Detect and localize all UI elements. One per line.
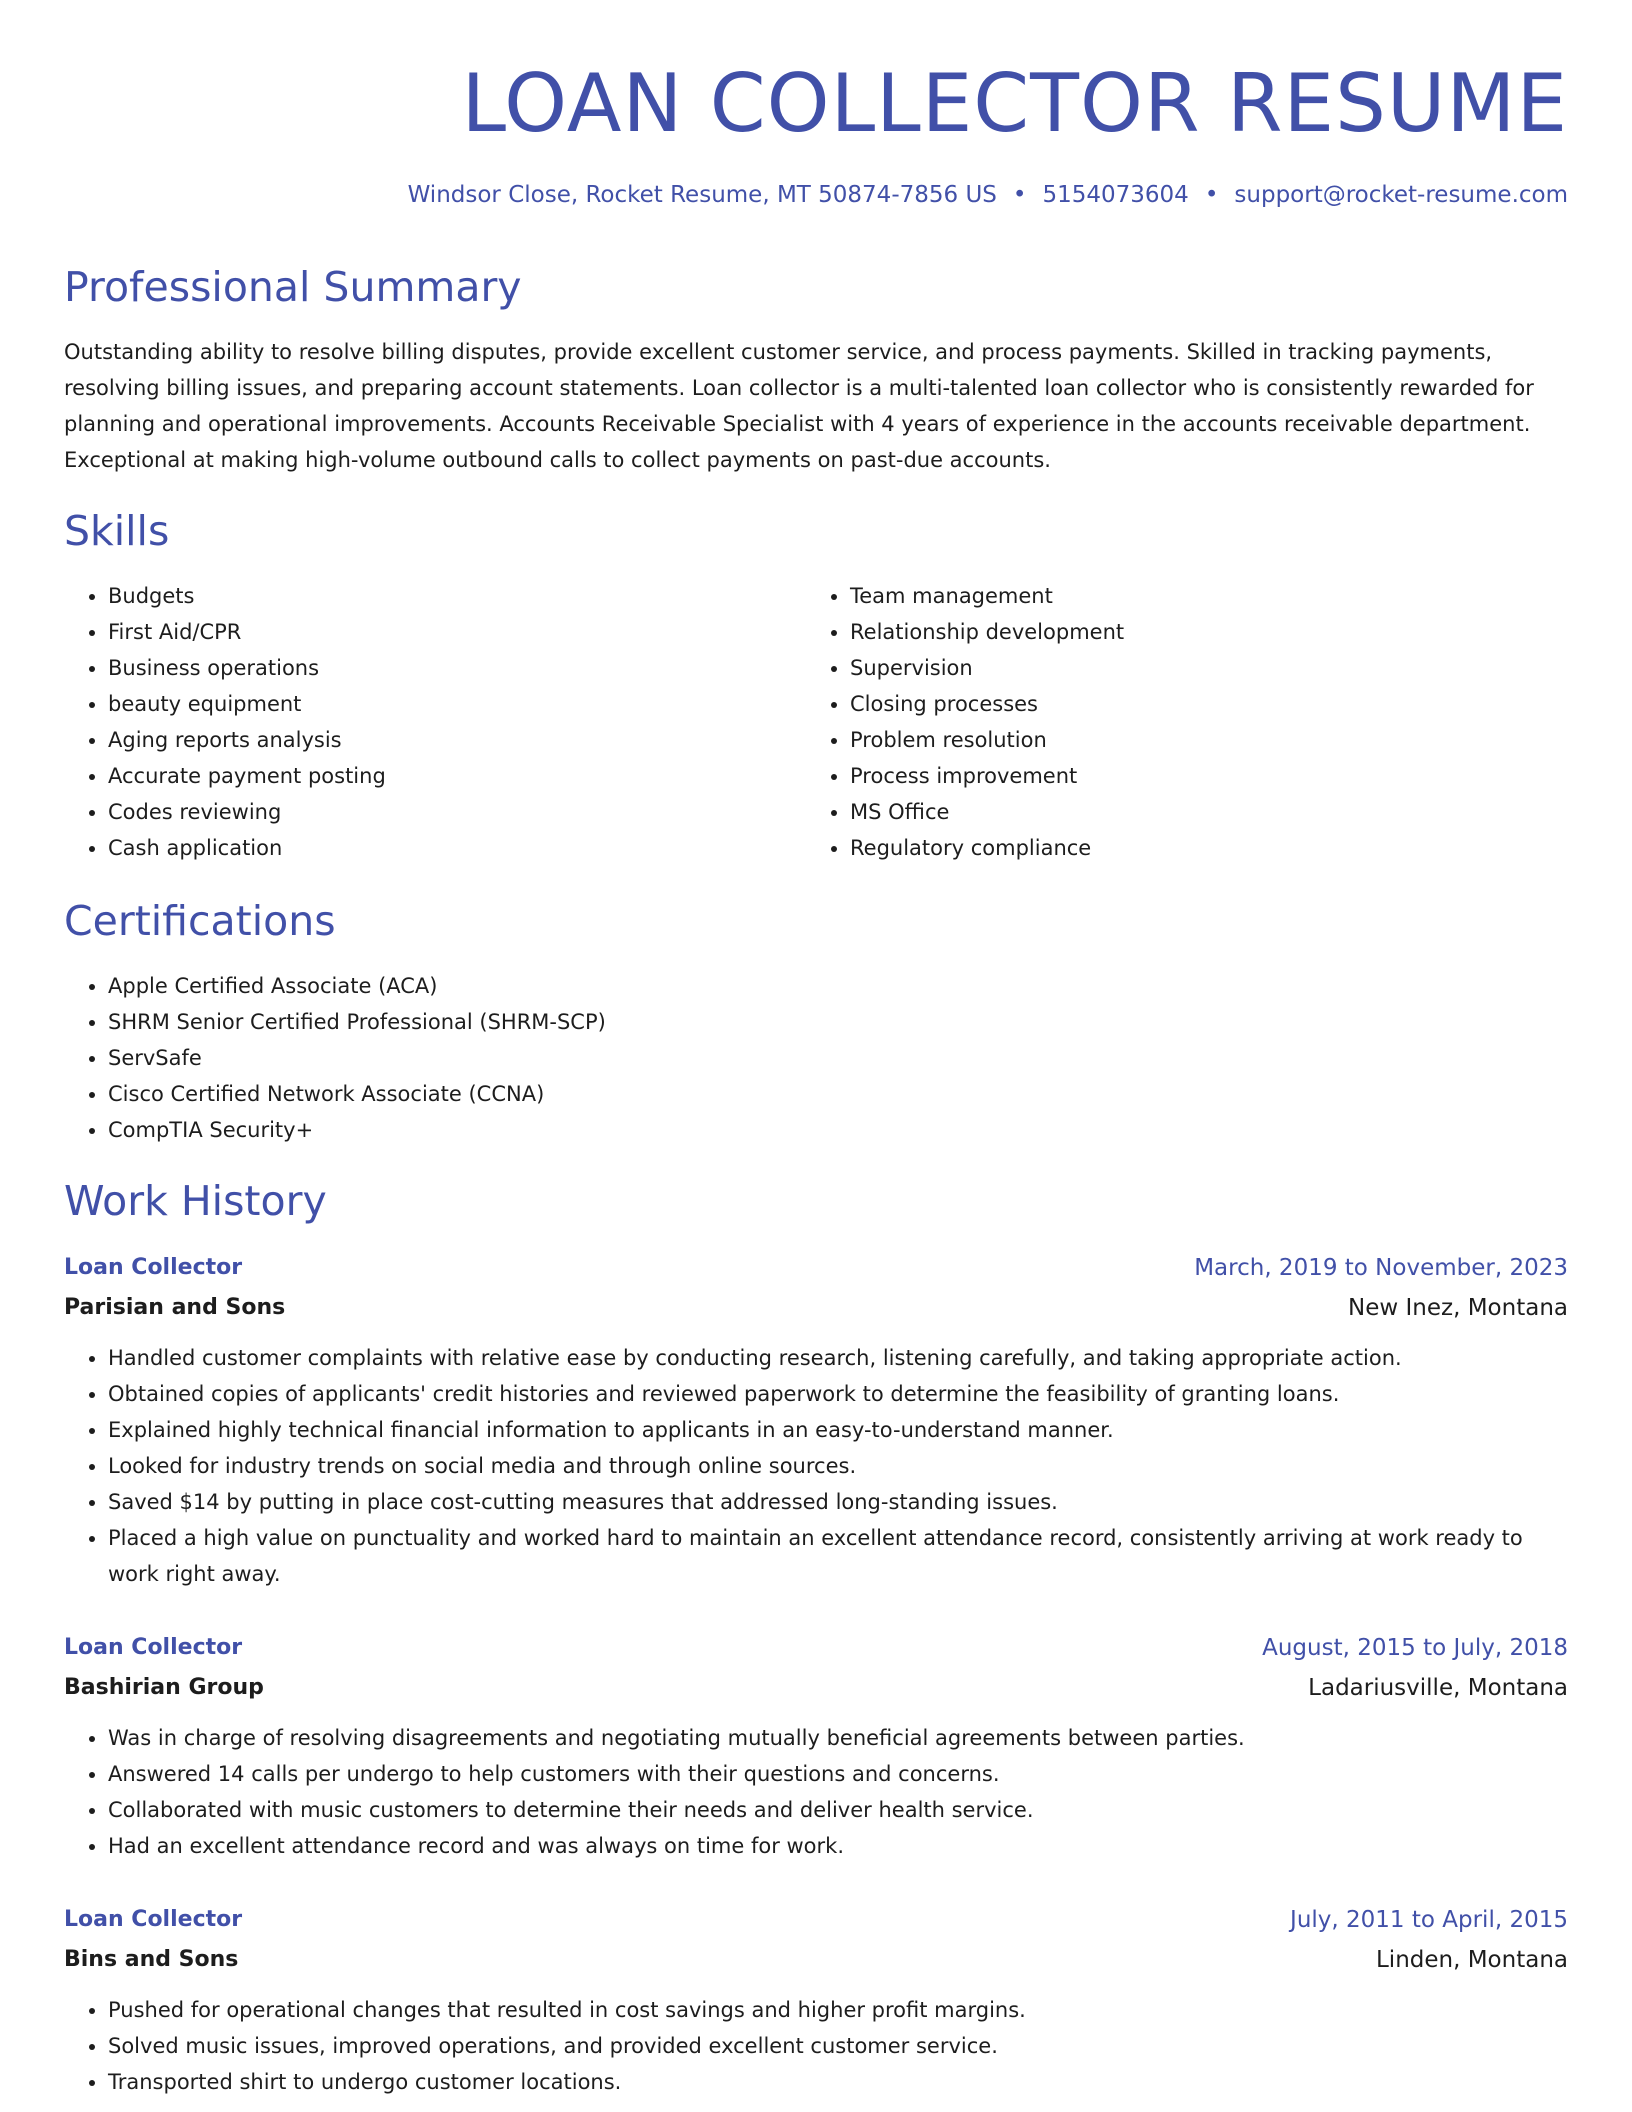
job-bullet: • Answered 14 calls per undergo to help customers with their questions and concerns. (108, 1756, 1568, 1792)
job-bullet: • Pushed for operational changes that resulted in cost savings and higher profit margins. (108, 1992, 1568, 2028)
job-bullet: • Collaborated with music customers to determine their needs and deliver health service. (108, 1792, 1568, 1828)
job-location: Ladariusville, Montana (1308, 1675, 1568, 1701)
job-bullet: • Solved music issues, improved operations, and provided excellent customer service. (108, 2028, 1568, 2064)
contact-separator: • (1012, 182, 1027, 208)
job-bullet: • Placed a high value on punctuality and worked hard to maintain an excellent attendance record, consistently arriving at work ready to work right away. (108, 1520, 1568, 1592)
job-company: Bins and Sons (64, 1947, 239, 1972)
job-bullet: • Obtained copies of applicants' credit histories and reviewed paperwork to determine the feasibility of granting loans. (108, 1376, 1568, 1412)
job-title: Loan Collector (64, 1635, 243, 1660)
job-company: Bashirian Group (64, 1675, 264, 1700)
skill-item: • Regulatory compliance (850, 830, 1550, 866)
job-bullet: • Handled customer complaints with relative ease by conducting research, listening carefully, and taking appropriate action. (108, 1340, 1568, 1376)
job-bullets (64, 1340, 1568, 1592)
certification-item: • ServSafe (108, 1040, 1108, 1076)
job-bullets (64, 1992, 1568, 2100)
job-location: New Inez, Montana (1348, 1295, 1568, 1321)
skill-item: • Process improvement (850, 758, 1550, 794)
skill-item: • MS Office (850, 794, 1550, 830)
skill-item: • Budgets (108, 578, 808, 614)
resume-title: LOAN COLLECTOR RESUME (461, 57, 1568, 150)
job-entry (64, 1628, 1568, 1864)
job-dates: July, 2011 to April, 2015 (1290, 1907, 1568, 1933)
skill-item: • Accurate payment posting (108, 758, 808, 794)
skill-item: • Codes reviewing (108, 794, 808, 830)
job-entry (64, 1248, 1568, 1592)
job-bullet: • Explained highly technical financial information to applicants in an easy-to-understand manner. (108, 1412, 1568, 1448)
work-history-heading: Work History (64, 1177, 327, 1225)
job-bullet: • Transported shirt to undergo customer locations. (108, 2064, 1568, 2100)
certification-item: • CompTIA Security+ (108, 1112, 1108, 1148)
skill-item: • Team management (850, 578, 1550, 614)
skills-list-left (64, 578, 808, 866)
job-dates: August, 2015 to July, 2018 (1262, 1635, 1568, 1661)
job-title: Loan Collector (64, 1255, 243, 1280)
skill-item: • First Aid/CPR (108, 614, 808, 650)
summary-text: Outstanding ability to resolve billing disputes, provide excellent customer service, and process payments. Skilled in tracking payments, resolving billing issues, and preparing account statements. Loan collector is a multi-talented loan collector who is consistently rewarded for planning and operational improvements. Accounts Receivable Specialist with 4 years of experience in the accounts receivable department. Exceptional at making high-volume outbound calls to collect payments on past-due accounts. (64, 340, 1534, 472)
skill-item: • Relationship development (850, 614, 1550, 650)
contact-line (408, 180, 1568, 210)
skill-item: • beauty equipment (108, 686, 808, 722)
skills-heading: Skills (64, 507, 170, 555)
skill-item: • Business operations (108, 650, 808, 686)
skill-item: • Aging reports analysis (108, 722, 808, 758)
contact-separator: • (1204, 182, 1219, 208)
resume-page (64, 0, 1568, 2112)
summary-heading: Professional Summary (64, 263, 522, 311)
skill-item: • Cash application (108, 830, 808, 866)
job-title: Loan Collector (64, 1907, 243, 1932)
skill-item: • Supervision (850, 650, 1550, 686)
job-company: Parisian and Sons (64, 1295, 286, 1320)
certification-item: • Cisco Certified Network Associate (CCNA) (108, 1076, 1108, 1112)
certifications-list (64, 968, 1108, 1148)
skill-item: • Problem resolution (850, 722, 1550, 758)
job-entry (64, 1900, 1568, 2100)
job-bullet: • Looked for industry trends on social media and through online sources. (108, 1448, 1568, 1484)
certification-item: • Apple Certified Associate (ACA) (108, 968, 1108, 1004)
job-bullets (64, 1720, 1568, 1864)
contact-email: support@rocket-resume.com (1234, 182, 1568, 208)
job-bullet: • Was in charge of resolving disagreements and negotiating mutually beneficial agreements between parties. (108, 1720, 1568, 1756)
contact-phone: 5154073604 (1042, 182, 1189, 208)
job-bullet: • Saved $14 by putting in place cost-cutting measures that addressed long-standing issues. (108, 1484, 1568, 1520)
skill-item: • Closing processes (850, 686, 1550, 722)
skills-list-right (806, 578, 1550, 866)
contact-address: Windsor Close, Rocket Resume, MT 50874-7856 US (407, 182, 997, 208)
job-bullet: • Had an excellent attendance record and was always on time for work. (108, 1828, 1568, 1864)
job-location: Linden, Montana (1375, 1947, 1568, 1973)
job-dates: March, 2019 to November, 2023 (1194, 1255, 1568, 1281)
certifications-heading: Certifications (64, 897, 336, 945)
certification-item: • SHRM Senior Certified Professional (SHRM-SCP) (108, 1004, 1108, 1040)
